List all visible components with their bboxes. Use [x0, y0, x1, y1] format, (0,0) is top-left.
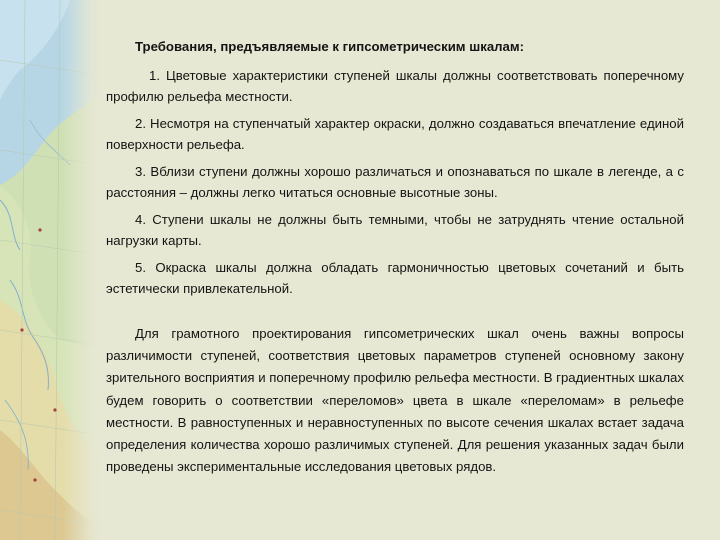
requirement-item: 2. Несмотря на ступенчатый характер окраски, должно создаваться впечатление единой поверхности рельефа. — [106, 116, 684, 152]
requirement-item: 4. Ступени шкалы не должны быть темными, чтобы не затруднять чтение остальной нагрузки карты. — [106, 212, 684, 248]
requirement-item: 5. Окраска шкалы должна обладать гармоничностью цветовых сочетаний и быть эстетически привлекательной. — [106, 260, 684, 296]
slide-body — [106, 36, 684, 478]
slide-heading: Требования, предъявляемые к гипсометрическим шкалам: — [135, 39, 525, 54]
background-map-image — [0, 0, 100, 540]
requirement-item: 3. Вблизи ступени должны хорошо различаться и опознаваться по шкале в легенде, а с расстояния – должны легко читаться основные высотные зоны. — [106, 164, 684, 200]
requirement-item: 1. Цветовые характеристики ступеней шкалы должны соответствовать поперечному профилю рельефа местности. — [106, 68, 684, 104]
body-paragraph: Для грамотного проектирования гипсометрических шкал очень важны вопросы различимости ступеней, соответствия цветовых параметров ступеней основному закону зрительного восприятия и поперечному профилю рельефа местности. В градиентных шкалах будем говорить о соответствии «переломов» цвета в шкале «переломам» в рельефе местности. В равноступенных и неравноступенных по высоте сечения шкалах встает задача определения количества хорошо различимых ступеней. Для решения указанных задач были проведены экспериментальные исследования цветовых рядов. — [106, 326, 684, 475]
